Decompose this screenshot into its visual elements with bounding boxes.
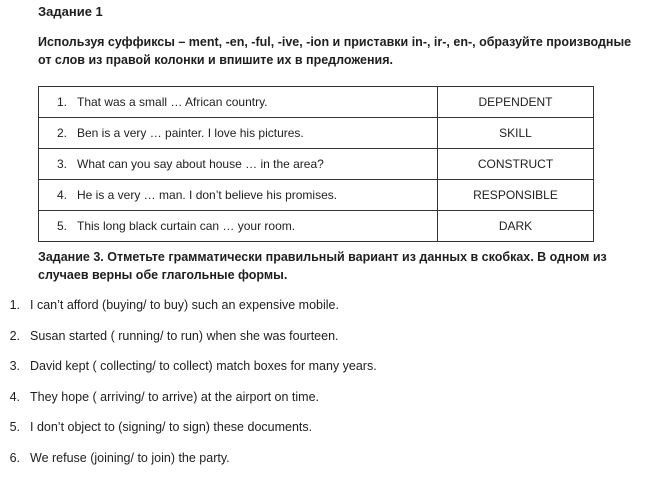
sentence-cell: [39, 149, 438, 180]
table-row: [39, 118, 594, 149]
row-number: 1.: [39, 95, 67, 109]
item-text: David kept ( collecting/ to collect) match boxes for many years.: [30, 359, 377, 373]
base-word-cell: SKILL: [438, 118, 594, 149]
item-number: 5.: [0, 418, 20, 436]
item-text: They hope ( arriving/ to arrive) at the airport on time.: [30, 390, 319, 404]
sentence-text: What can you say about house … in the area?: [77, 157, 324, 171]
row-number: 2.: [39, 126, 67, 140]
row-number: 4.: [39, 188, 67, 202]
list-item: [0, 418, 377, 449]
list-item: [0, 388, 377, 419]
task-3-list: [0, 296, 377, 479]
item-text: Susan started ( running/ to run) when she was fourteen.: [30, 329, 339, 343]
row-number: 3.: [39, 157, 67, 171]
base-word-cell: DEPENDENT: [438, 87, 594, 118]
task-1-title: Задание 1: [38, 4, 103, 19]
sentence-text: That was a small … African country.: [77, 95, 268, 109]
list-item: [0, 357, 377, 388]
sentence-cell: [39, 87, 438, 118]
task-1-instruction: Используя суффиксы – ment, -en, -ful, -ive, -ion и приставки in-, ir-, en-, образуйте производные от слов из правой колонки и впишите их в предложения.: [38, 33, 642, 69]
row-number: 5.: [39, 219, 67, 233]
base-word-cell: RESPONSIBLE: [438, 180, 594, 211]
sentence-cell: [39, 180, 438, 211]
sentence-cell: [39, 118, 438, 149]
table-row: [39, 87, 594, 118]
item-text: I don’t object to (signing/ to sign) these documents.: [30, 420, 312, 434]
item-text: We refuse (joining/ to join) the party.: [30, 451, 230, 465]
item-text: I can’t afford (buying/ to buy) such an expensive mobile.: [30, 298, 339, 312]
sentence-text: This long black curtain can … your room.: [77, 219, 295, 233]
item-number: 6.: [0, 449, 20, 467]
item-number: 1.: [0, 296, 20, 314]
table-row: [39, 211, 594, 242]
list-item: [0, 296, 377, 327]
list-item: [0, 327, 377, 358]
sentence-text: He is a very … man. I don’t believe his promises.: [77, 188, 337, 202]
base-word-cell: DARK: [438, 211, 594, 242]
item-number: 3.: [0, 357, 20, 375]
item-number: 4.: [0, 388, 20, 406]
task-3-instruction: Задание 3. Отметьте грамматически правильный вариант из данных в скобках. В одном из случаев верны обе глагольные формы.: [38, 248, 644, 284]
sentence-cell: [39, 211, 438, 242]
list-item: [0, 449, 377, 479]
base-word-cell: CONSTRUCT: [438, 149, 594, 180]
item-number: 2.: [0, 327, 20, 345]
exercise-table: [38, 86, 594, 242]
sentence-text: Ben is a very … painter. I love his pictures.: [77, 126, 304, 140]
table-row: [39, 180, 594, 211]
table-row: [39, 149, 594, 180]
